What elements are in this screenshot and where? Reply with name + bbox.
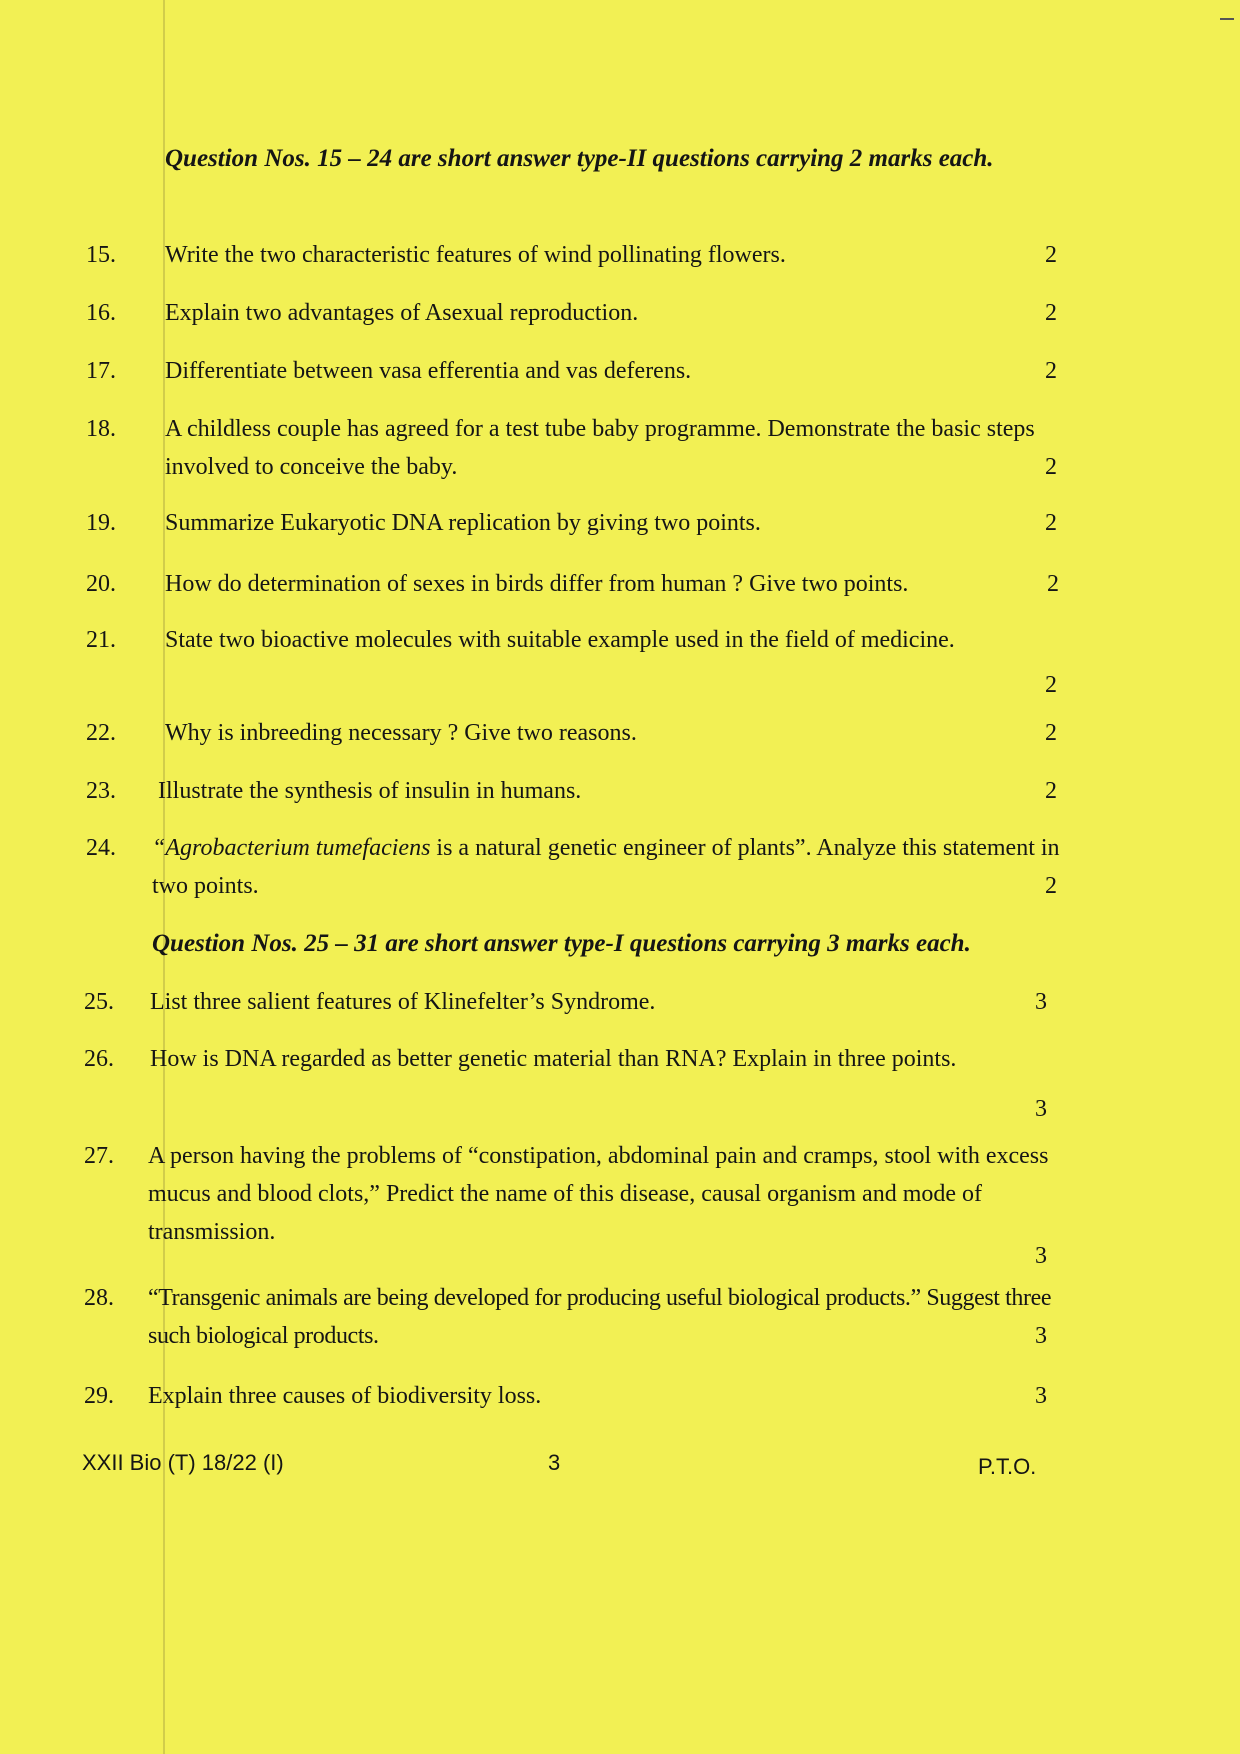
question-text — [152, 829, 1070, 905]
question-number: 19. — [86, 510, 116, 536]
question-text: Explain two advantages of Asexual reproduction. — [165, 300, 639, 326]
question-marks: 2 — [1045, 720, 1057, 746]
question-number: 28. — [84, 1285, 114, 1311]
question-marks: 2 — [1045, 454, 1057, 480]
question-text: Why is inbreeding necessary ? Give two reasons. — [165, 720, 637, 746]
question-number: 29. — [84, 1383, 114, 1409]
question-number: 15. — [86, 242, 116, 268]
question-marks: 3 — [1035, 1096, 1047, 1122]
question-number: 27. — [84, 1143, 114, 1169]
question-marks: 2 — [1045, 672, 1057, 698]
paper-code: XXII Bio (T) 18/22 (I) — [82, 1450, 284, 1475]
question-text: How do determination of sexes in birds differ from human ? Give two points. — [165, 571, 909, 597]
question-number: 21. — [86, 627, 116, 653]
question-marks: 3 — [1035, 989, 1047, 1015]
question-number: 18. — [86, 416, 116, 442]
question-marks: 2 — [1045, 358, 1057, 384]
question-text: Illustrate the synthesis of insulin in humans. — [158, 778, 582, 804]
question-number: 17. — [86, 358, 116, 384]
question-number: 25. — [84, 989, 114, 1015]
question-text: A person having the problems of “constipation, abdominal pain and cramps, stool with excess mucus and blood clots,” Predict the name of this disease, causal organism and mode of transmission. — [148, 1143, 1049, 1245]
please-turn-over: P.T.O. — [978, 1454, 1037, 1479]
question-text: Summarize Eukaryotic DNA replication by giving two points. — [165, 510, 761, 536]
question-text: State two bioactive molecules with suitable example used in the field of medicine. — [165, 627, 955, 653]
question-text: Explain three causes of biodiversity loss. — [148, 1383, 542, 1409]
question-number: 23. — [86, 778, 116, 804]
question-marks: 2 — [1045, 510, 1057, 536]
question-marks: 2 — [1045, 778, 1057, 804]
question-text: Differentiate between vasa efferentia and vas deferens. — [165, 358, 692, 384]
question-marks: 3 — [1035, 1243, 1047, 1269]
question-marks: 2 — [1045, 242, 1057, 268]
question-marks: 3 — [1035, 1383, 1047, 1409]
species-name: “Agrobacterium tumefaciens — [152, 835, 431, 861]
question-marks: 3 — [1035, 1323, 1047, 1349]
section-heading-type-ii: Question Nos. 15 – 24 are short answer type-II questions carrying 2 marks each. — [165, 145, 994, 172]
question-number: 16. — [86, 300, 116, 326]
question-text: How is DNA regarded as better genetic material than RNA? Explain in three points. — [150, 1046, 957, 1072]
page-number: 3 — [548, 1450, 561, 1475]
question-marks: 2 — [1047, 571, 1059, 597]
question-marks: 2 — [1045, 300, 1057, 326]
question-number: 22. — [86, 720, 116, 746]
question-text: Write the two characteristic features of wind pollinating flowers. — [165, 242, 786, 268]
question-number: 24. — [86, 835, 116, 861]
question-number: 20. — [86, 571, 116, 597]
question-text: List three salient features of Klinefelter’s Syndrome. — [150, 989, 656, 1015]
question-number: 26. — [84, 1046, 114, 1072]
scan-edge-mark — [1220, 18, 1234, 20]
question-text: “Transgenic animals are being developed for producing useful biological products.” Suggest three such biological products. — [148, 1285, 1052, 1349]
section-heading-type-i: Question Nos. 25 – 31 are short answer type-I questions carrying 3 marks each. — [152, 930, 971, 957]
question-text: A childless couple has agreed for a test tube baby programme. Demonstrate the basic steps involved to conceive the baby. — [165, 416, 1035, 480]
question-text-rest: is a natural genetic engineer of plants”. Analyze this statement in two points. — [152, 835, 1060, 899]
question-marks: 2 — [1045, 873, 1057, 899]
